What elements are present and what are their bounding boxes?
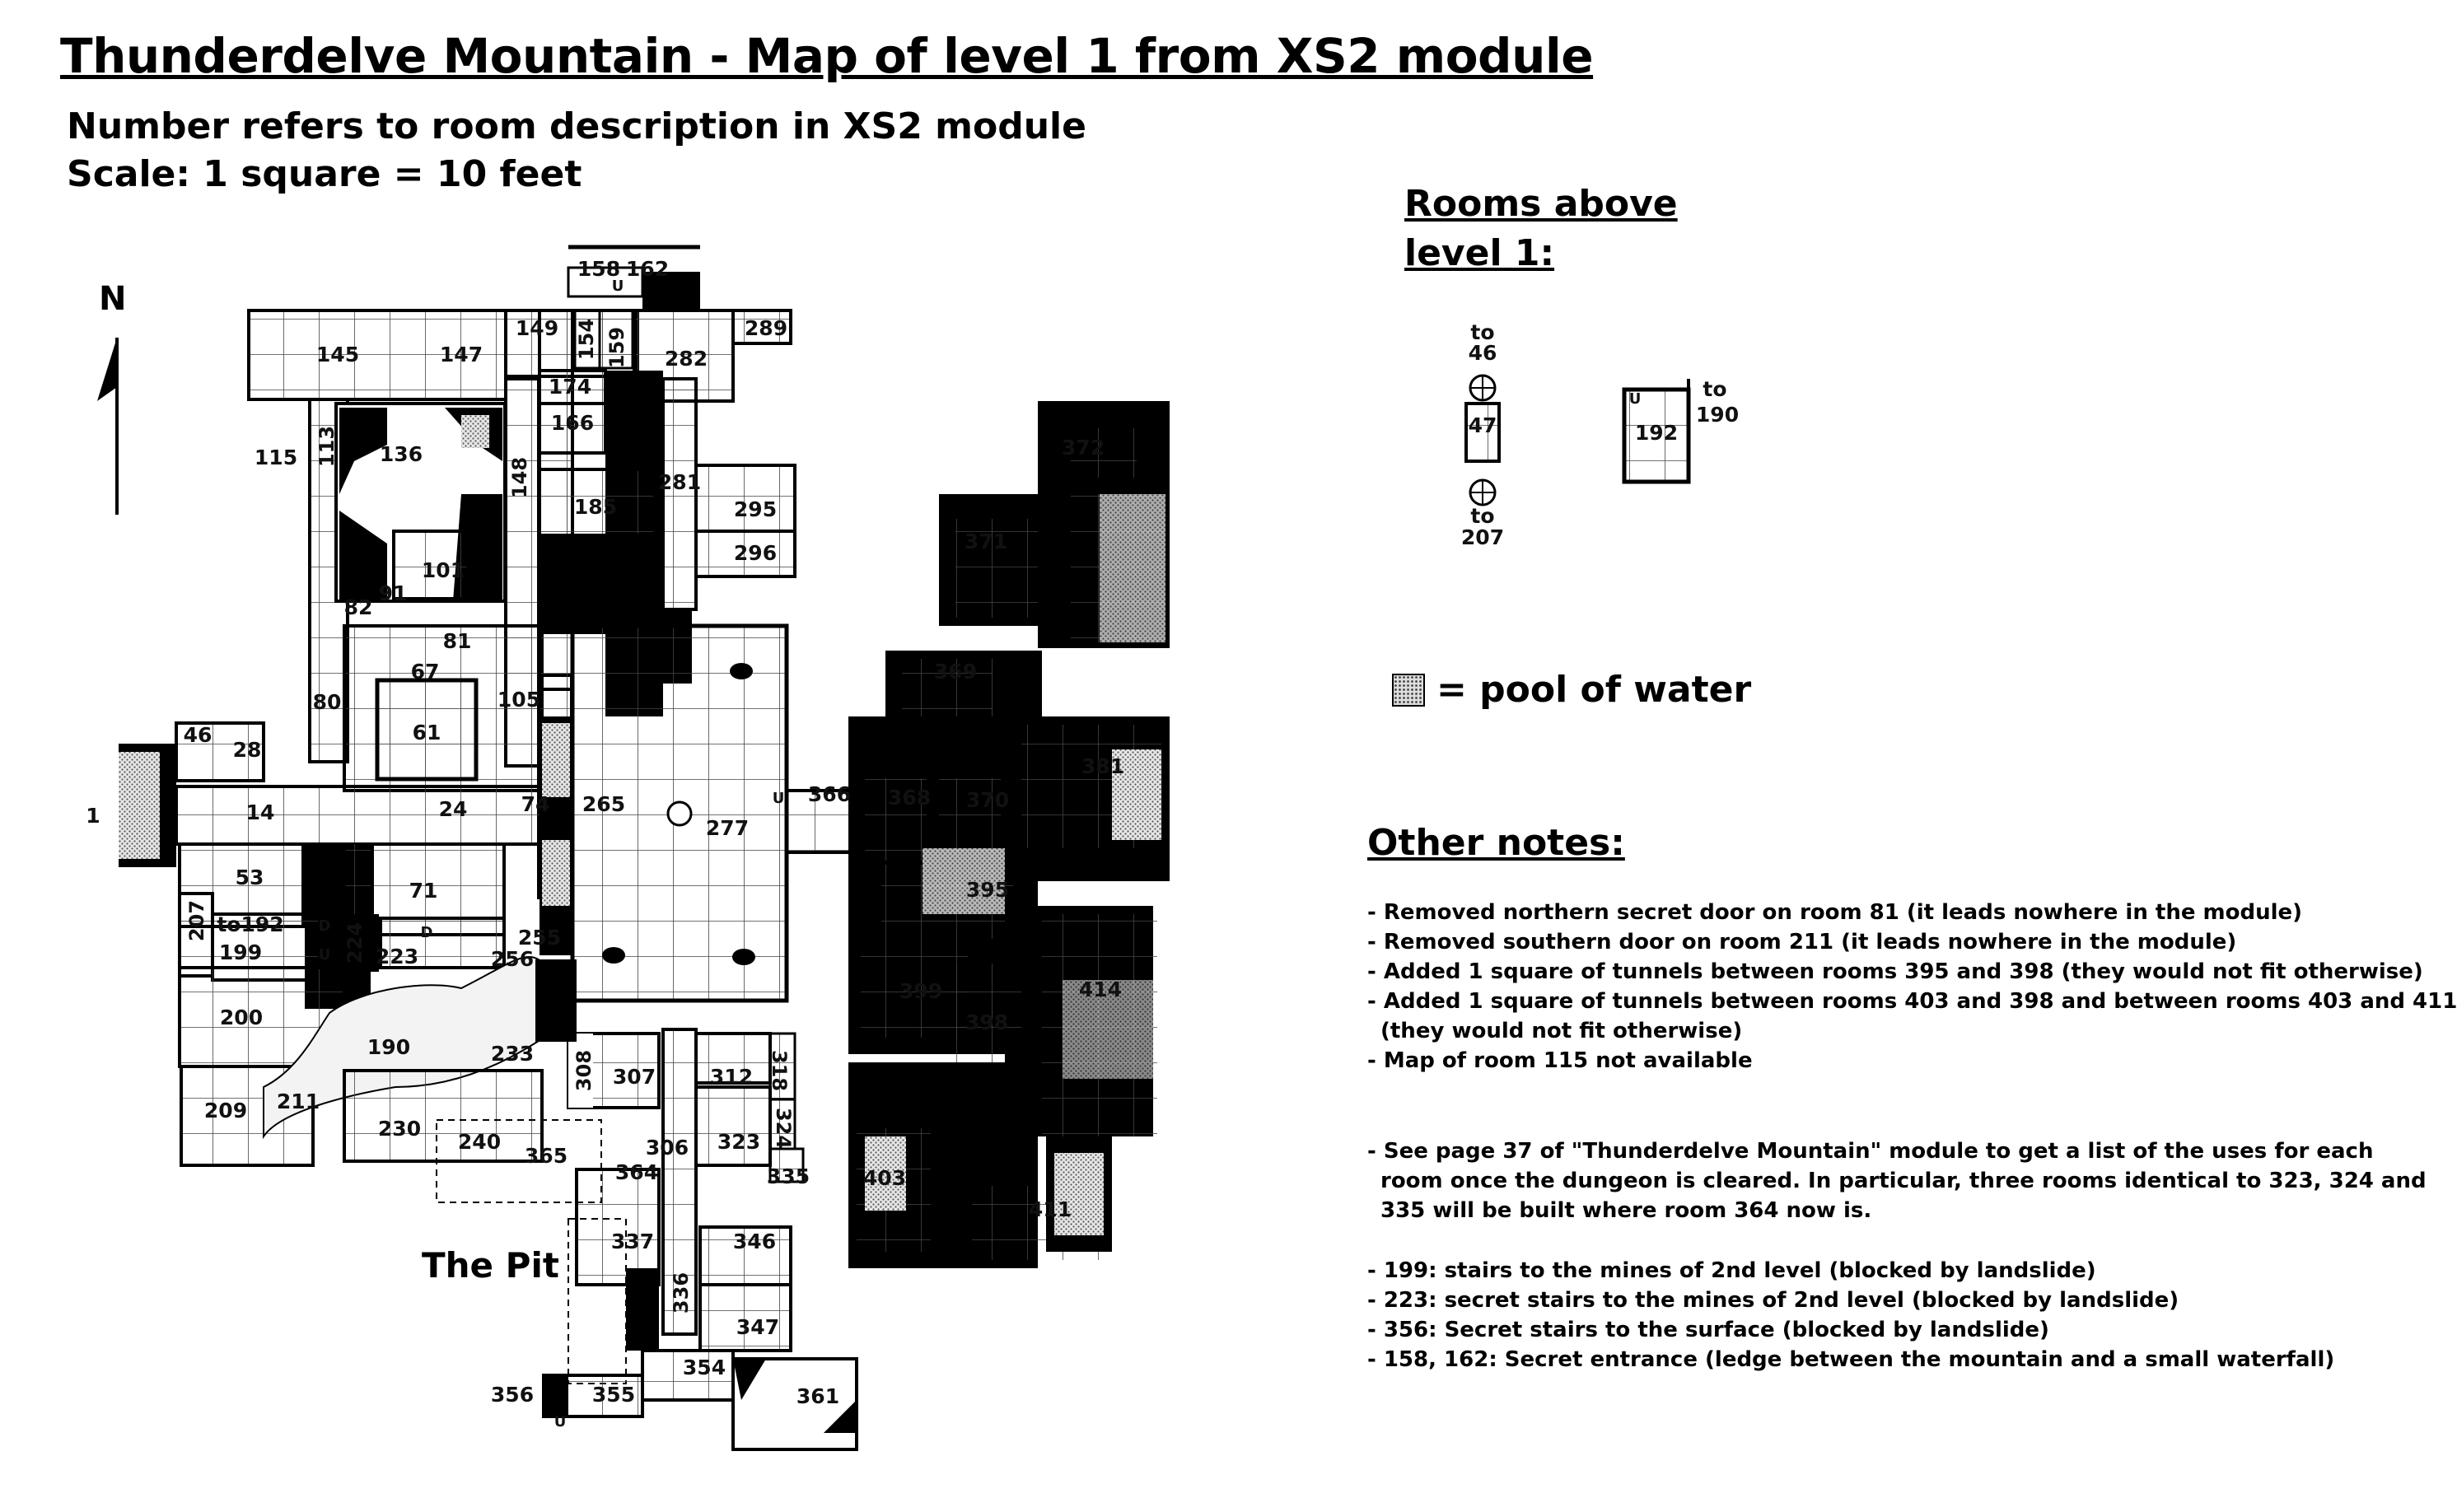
room-label: 14 <box>245 800 275 824</box>
room-label: 149 <box>515 316 559 340</box>
room-label: 145 <box>315 343 360 366</box>
room-label: 224 <box>343 922 367 964</box>
rooms-above-title-line1: Rooms above <box>1404 183 1678 225</box>
door-marker: D <box>318 917 331 935</box>
room-label: 147 <box>439 343 483 366</box>
room-label: 199 <box>218 940 263 964</box>
room-label: 190 <box>367 1035 411 1059</box>
room-label: 105 <box>497 688 541 712</box>
room-label: 371 <box>964 530 1008 553</box>
note-line: - Added 1 square of tunnels between rooms 395 and 398 (they would not fit otherwise) <box>1367 959 2423 984</box>
note-line: (they would not fit otherwise) <box>1380 1019 1743 1043</box>
room-label: 368 <box>887 786 932 810</box>
above-to-46: 46 <box>1468 341 1497 365</box>
room-label: 233 <box>490 1042 535 1066</box>
room-label: 356 <box>490 1383 535 1407</box>
note-line: - Map of room 115 not available <box>1367 1048 1753 1073</box>
above-to-190: 190 <box>1695 403 1740 427</box>
pool-swatch-icon <box>1392 674 1425 707</box>
room-label: 323 <box>717 1130 761 1154</box>
room-label: 24 <box>438 797 468 821</box>
room-label: 289 <box>744 316 788 340</box>
room-label: 101 <box>421 558 465 582</box>
room-label: 223 <box>375 945 419 968</box>
note-line: 335 will be built where room 364 now is. <box>1380 1198 1872 1223</box>
room-label: 296 <box>733 541 778 565</box>
room-label: 295 <box>733 497 778 521</box>
room-label: 53 <box>235 866 264 889</box>
room-label: 370 <box>965 788 1010 812</box>
room-label: 365 <box>524 1144 568 1168</box>
room-label: 159 <box>605 326 628 369</box>
room-label: 74 <box>521 792 550 816</box>
room-label: 403 <box>862 1166 907 1190</box>
pit-label: The Pit <box>422 1245 559 1286</box>
room-label: 166 <box>550 411 595 435</box>
room-label: 337 <box>610 1230 655 1253</box>
room-label: 211 <box>276 1090 320 1113</box>
room-label: 148 <box>508 456 531 499</box>
room-label: 312 <box>709 1065 754 1089</box>
stair-marker: U <box>1628 390 1642 408</box>
room-label: 355 <box>591 1383 636 1407</box>
above-to-207: 207 <box>1460 525 1505 549</box>
door-marker: D <box>420 924 433 941</box>
north-arrow <box>97 338 117 515</box>
compass-label: N <box>99 280 127 318</box>
room-label: 81 <box>442 629 472 653</box>
room-label: 265 <box>582 792 626 816</box>
rooms-above-title-line2: level 1: <box>1404 232 1555 274</box>
room-label: 277 <box>705 816 750 840</box>
room-label: 335 <box>766 1164 810 1188</box>
room-label: 324 <box>772 1107 795 1150</box>
subtitle-scale: Scale: 1 square = 10 feet <box>67 153 582 195</box>
room-label: 336 <box>670 1272 693 1314</box>
above-to-label: to <box>1470 320 1495 344</box>
above-to-label: to <box>1470 504 1495 528</box>
stair-marker: U <box>554 1413 567 1430</box>
room-label: 369 <box>933 660 978 684</box>
other-notes-title: Other notes: <box>1367 822 1625 864</box>
above-room-47: 47 <box>1468 413 1497 437</box>
room-label: 174 <box>548 375 592 399</box>
room-label: 82 <box>343 595 373 619</box>
room-label: 256 <box>490 947 535 971</box>
room-label: 414 <box>1078 978 1123 1001</box>
stair-marker: U <box>611 278 624 295</box>
pool-legend-label: = pool of water <box>1436 669 1752 711</box>
room-label: 366 <box>807 782 852 806</box>
note-line: - 223: secret stairs to the mines of 2nd level (blocked by landslide) <box>1367 1288 2179 1313</box>
room-label: 346 <box>732 1230 777 1253</box>
room-label: 361 <box>796 1384 840 1408</box>
room-label: 230 <box>377 1117 422 1141</box>
room-label: 240 <box>457 1130 502 1154</box>
note-line: room once the dungeon is cleared. In particular, three rooms identical to 323, 324 and <box>1380 1169 2427 1193</box>
room-label: 28 <box>232 738 262 762</box>
room-label: 46 <box>183 723 213 747</box>
room-label: 255 <box>517 926 562 950</box>
room-label: 372 <box>1061 436 1105 460</box>
room-label: 80 <box>312 690 342 714</box>
room-label: 113 <box>315 425 339 468</box>
room-label: 136 <box>379 442 423 466</box>
room-label: to192 <box>217 912 284 936</box>
room-label: 395 <box>965 878 1010 902</box>
room-label: 364 <box>614 1160 659 1184</box>
above-to-label: to <box>1703 377 1727 401</box>
stair-marker: U <box>318 946 331 964</box>
room-label: 158 <box>577 257 621 281</box>
room-label: 399 <box>899 979 943 1003</box>
room-label: 347 <box>736 1315 780 1339</box>
room-label: 162 <box>625 257 670 281</box>
page-title: Thunderdelve Mountain - Map of level 1 from XS2 module <box>60 28 1594 84</box>
map-structure-east <box>848 401 1170 1268</box>
room-label: 381 <box>1081 754 1125 778</box>
room-label: 67 <box>410 660 440 684</box>
room-label: 318 <box>768 1049 791 1092</box>
pool-legend <box>1392 669 1751 711</box>
note-line: - Removed northern secret door on room 81 (it leads nowhere in the module) <box>1367 900 2303 925</box>
note-line: - Removed southern door on room 211 (it leads nowhere in the module) <box>1367 930 2237 954</box>
note-line: - Added 1 square of tunnels between rooms 403 and 398 and between rooms 403 and 411 <box>1367 989 2457 1014</box>
room-label: 354 <box>682 1356 726 1379</box>
room-label: 185 <box>573 495 618 519</box>
room-label: 200 <box>219 1006 264 1029</box>
room-label: 281 <box>657 470 702 494</box>
room-label: 115 <box>254 446 298 469</box>
room-label: 154 <box>575 318 598 361</box>
note-line: - See page 37 of "Thunderdelve Mountain" module to get a list of the uses for each <box>1367 1139 2374 1164</box>
stair-marker: U <box>772 790 785 807</box>
map-structure-pit <box>264 957 857 1449</box>
note-line: - 158, 162: Secret entrance (ledge between the mountain and a small waterfall) <box>1367 1347 2335 1372</box>
room-label: 308 <box>572 1049 596 1092</box>
above-room-192: 192 <box>1634 421 1679 445</box>
rooms-above-diagram <box>1461 320 1739 549</box>
room-label: 398 <box>965 1010 1009 1034</box>
room-label: 61 <box>412 721 441 744</box>
room-label: 307 <box>612 1065 656 1089</box>
room-label: 282 <box>664 347 708 371</box>
room-label: 207 <box>185 899 208 942</box>
room-label: 411 <box>1028 1197 1072 1221</box>
room-label: 209 <box>203 1099 248 1122</box>
rooms-above-title <box>1404 180 1678 278</box>
room-label: 1 <box>86 804 100 828</box>
note-line: - 199: stairs to the mines of 2nd level (blocked by landslide) <box>1367 1258 2096 1283</box>
room-label: 71 <box>409 879 438 903</box>
room-label: 91 <box>378 581 408 605</box>
subtitle-rooms: Number refers to room description in XS2 module <box>67 105 1086 147</box>
note-line: - 356: Secret stairs to the surface (blocked by landslide) <box>1367 1318 2049 1342</box>
room-label: 306 <box>645 1136 689 1160</box>
